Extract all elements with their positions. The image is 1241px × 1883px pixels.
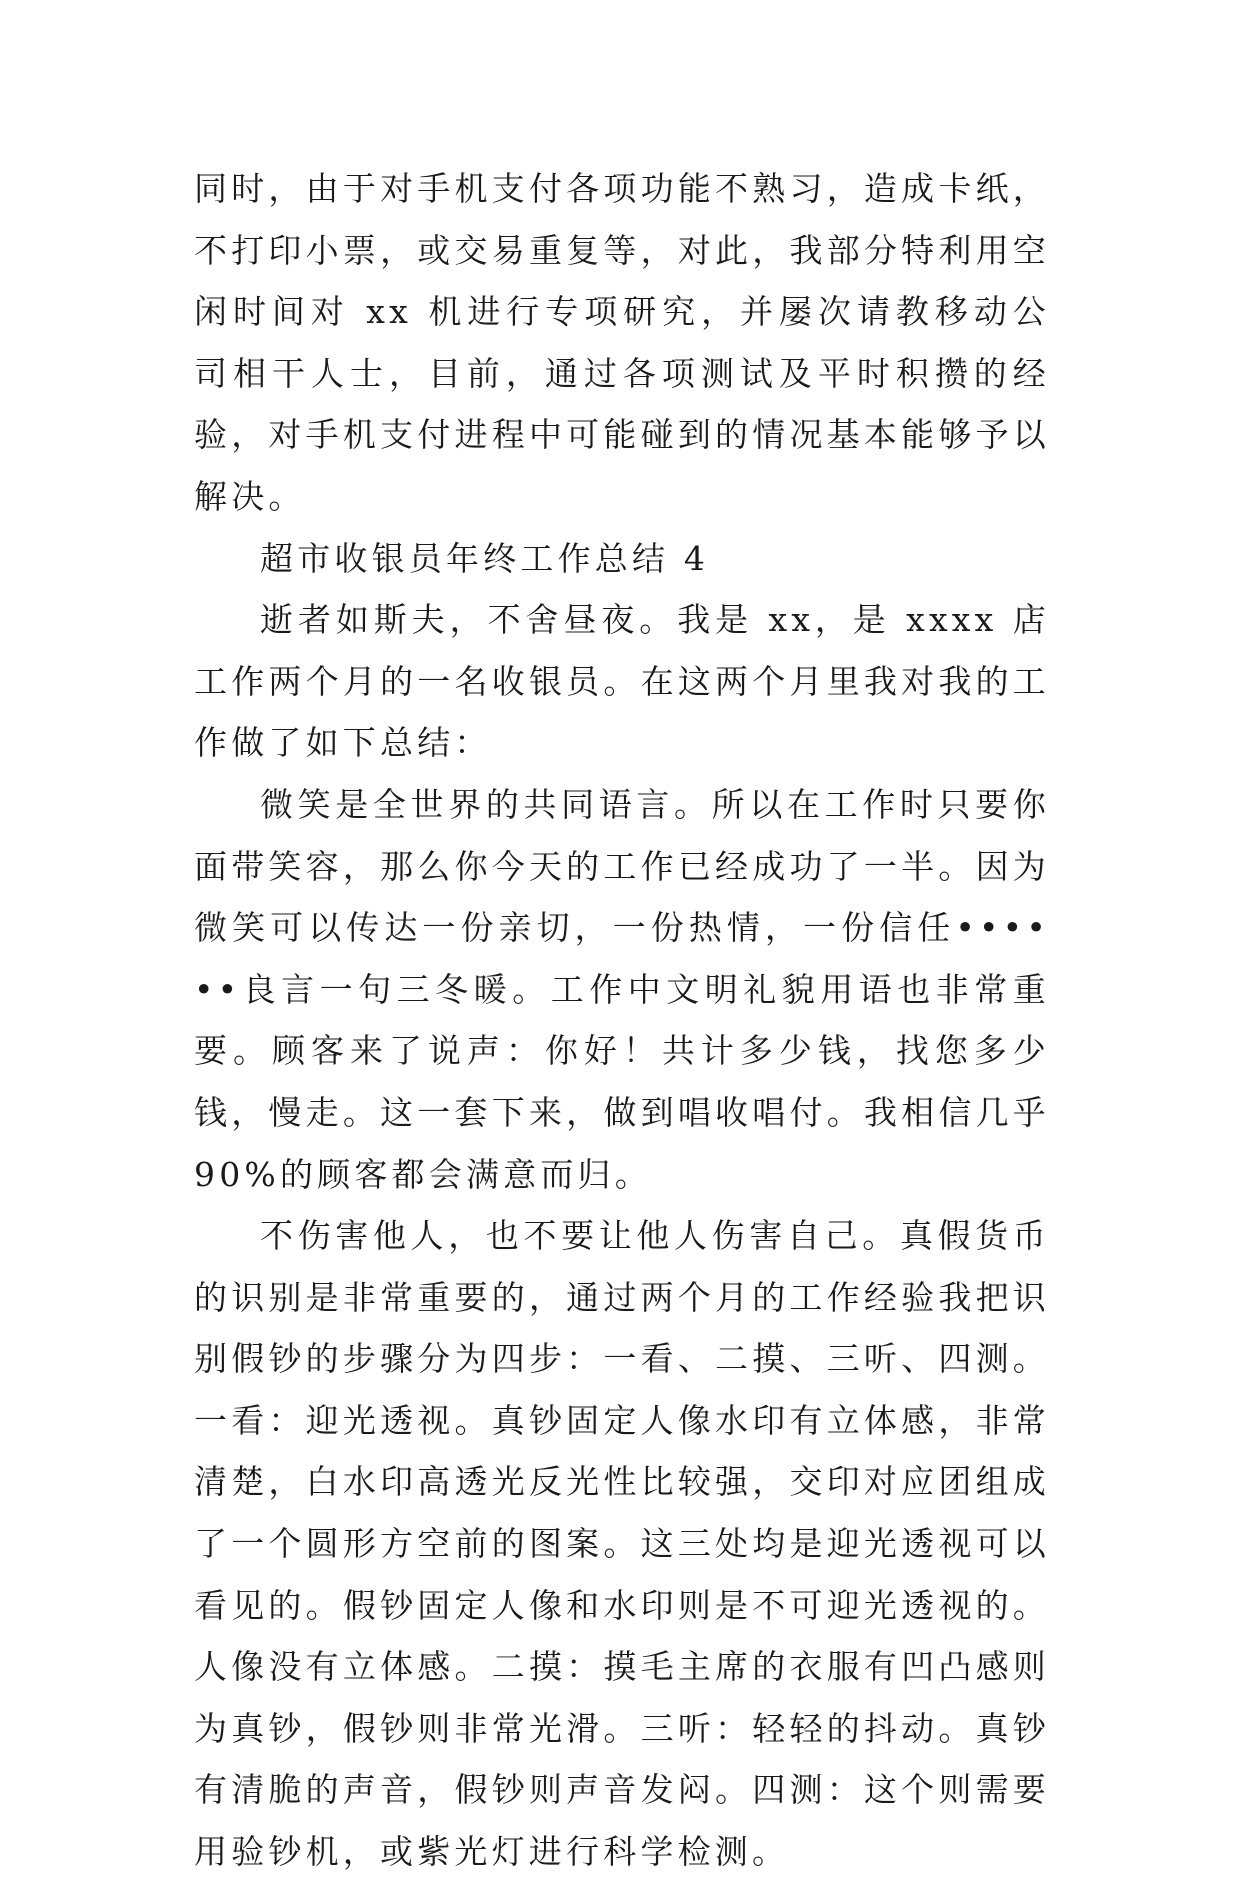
section-heading: 超市收银员年终工作总结 4 — [260, 538, 710, 578]
paragraph-counterfeit: 不伤害他人，也不要让他人伤害自己。真假货币的识别是非常重要的，通过两个月的工作经验我把识别假钞的步骤分为四步：一看、二摸、三听、四测。一看：迎光透视。真钞固定人像水印有立体感，非常清楚，白水印高透光反光性比较强，交印对应团组成了一个圆形方空前的图案。这三处均是迎光透视可以看见的。假钞固定人像和水印则是不可迎光透视的。人像没有立体感。二摸：摸毛主席的衣服有凹凸感则为真钞，假钞则非常光滑。三听：轻轻的抖动。真钞有清脆的声音，假钞则声音发闷。四测：这个则需要用验钞机，或紫光灯进行科学检测。 — [194, 1216, 1050, 1872]
document-body — [194, 158, 1050, 1883]
paragraph-intro: 逝者如斯夫，不舍昼夜。我是 xx，是 xxxx 店工作两个月的一名收银员。在这两个月里我对我的工作做了如下总结： — [194, 600, 1050, 763]
paragraph-continuation: 同时，由于对手机支付各项功能不熟习，造成卡纸，不打印小票，或交易重复等，对此，我部分特利用空闲时间对 xx 机进行专项研究，并屡次请教移动公司相干人士，目前，通过各项测试及平时积攒的经验，对手机支付进程中可能碰到的情况基本能够予以解决。 — [194, 169, 1050, 516]
paragraph-smile: 微笑是全世界的共同语言。所以在工作时只要你面带笑容，那么你今天的工作已经成功了一半。因为微笑可以传达一份亲切，一份热情，一份信任••••••良言一句三冬暖。工作中文明礼貌用语也非常重要。顾客来了说声：你好！共计多少钱，找您多少钱，慢走。这一套下来，做到唱收唱付。我相信几乎 90%的顾客都会满意而归。 — [194, 784, 1050, 1194]
